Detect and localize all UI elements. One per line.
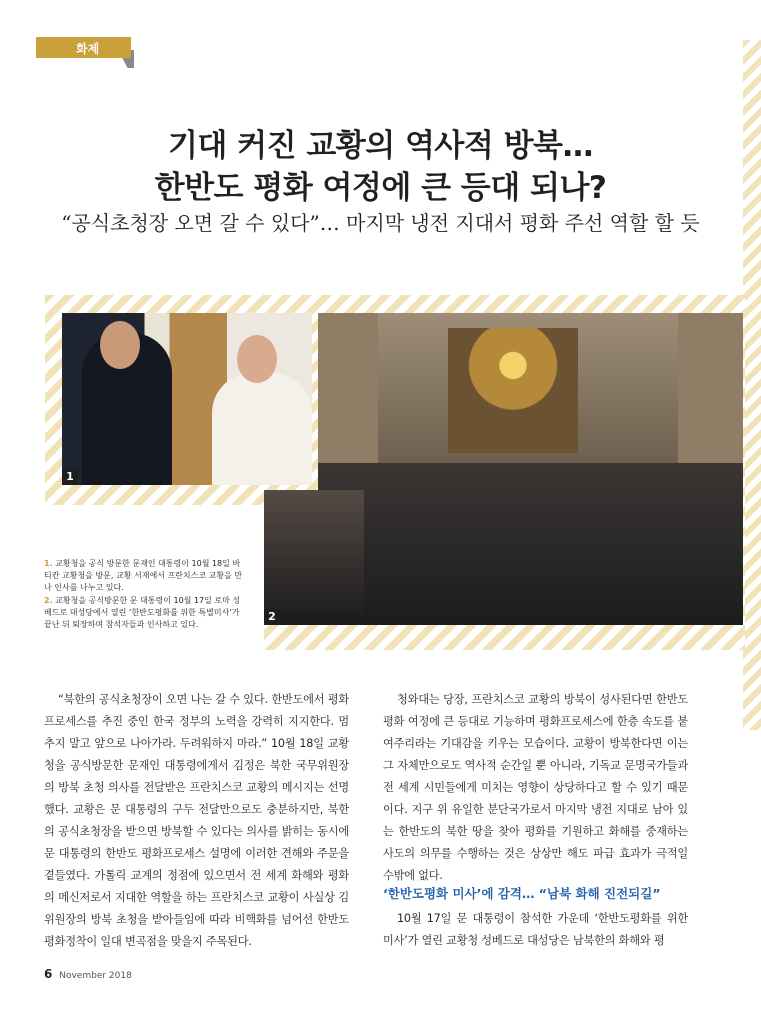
headline-subtitle: “공식초청장 오면 갈 수 있다”… 마지막 냉전 지대서 평화 주선 역할 할 듯 (61, 211, 700, 235)
figure-pope-head (237, 335, 277, 383)
body-paragraph: “북한의 공식초청장이 오면 나는 갈 수 있다. 한반도에서 평화프로세스를 추진 중인 한국 정부의 노력을 강력히 지지한다. 멈추지 말고 앞으로 나아가라. 두려워하지 마라.” 10월 18일 교황청을 공식방문한 문재인 대통령에게서 김정은 북한 국무위원장의 방북 초청 의사를 전달받은 프란치스코 교황의 메시지는 선명했다. 교황은 문 대통령의 구두 전달만으로도 충분하지만, 북한의 공식초청장을 받으면 방북할 수 있다는 의사를 밝히는 동시에 문 대통령의 한반도 평화프로세스 설명에 이러한 견해와 주문을 곁들였다. 가톨릭 교계의 정점에 있으면서 전 세계 화해와 평화의 메신저로서 지대한 역할을 하는 프란치스코 교황이 사실상 김 위원장의 방북 초청을 받아들임에 따라 비핵화를 넘어선 한반도 평화정착이 일대 변곡점을 맞을지 주목된다. (44, 693, 349, 948)
section-tag: 화제 (36, 37, 131, 58)
page-number: 6 (44, 967, 53, 981)
body-column-left (44, 689, 349, 953)
caption-text: 교황청을 공식방문한 문 대통령이 10월 17일 로마 성 베드로 대성당에서 열린 ‘한반도평화를 위한 특별미사’가 끝난 뒤 퇴장하며 참석자들과 인사하고 있다. (44, 596, 241, 629)
headline-line-1: 기대 커진 교황의 역사적 방북… (167, 128, 594, 164)
section-subheading: ‘한반도평화 미사’에 감격… “남북 화해 진전되길” (383, 886, 661, 901)
body-column-right-continued (383, 908, 688, 952)
crowd-nuns (264, 490, 364, 625)
crowd-attendees (318, 463, 743, 625)
figure-president-head (100, 321, 140, 369)
page-footer (44, 967, 132, 981)
photo-caption-2 (44, 595, 244, 631)
photo-caption-1 (44, 558, 244, 594)
issue-date: November 2018 (59, 971, 132, 981)
caption-text: 교황청을 공식 방문한 문재인 대통령이 10월 18일 바티칸 교황청을 방문, 교황 서재에서 프란치스코 교황을 만나 인사를 나누고 있다. (44, 559, 243, 592)
photo-president-pope-handshake (62, 313, 312, 485)
basilica-altar (448, 328, 578, 453)
body-paragraph: 10월 17일 문 대통령이 참석한 가운데 ‘한반도평화를 위한 미사’가 열린 교황청 성베드로 대성당은 남북한의 화해와 평 (383, 912, 688, 947)
headline-line-2: 한반도 평화 여정에 큰 등대 되나? (154, 170, 607, 206)
caption-number: 1. (44, 559, 53, 568)
photo-number-2: 2 (264, 609, 280, 625)
photo-st-peters-basilica-mass (318, 313, 743, 625)
body-column-right (383, 689, 688, 887)
figure-pope (212, 373, 312, 485)
body-paragraph: 청와대는 당장, 프란치스코 교황의 방북이 성사된다면 한반도 평화 여정에 큰 등대로 기능하며 평화프로세스에 한층 속도를 붙여주리라는 기대감을 키우는 모습이다. 교황이 방북한다면 이는 그 자체만으로도 역사적 순간일 뿐 아니라, 기독교 문명국가들과 전 세계 시민들에게 미치는 영향이 상당하다고 할 수 있기 때문이다. 지구 위 유일한 분단국가로서 마지막 냉전 지대로 남아 있는 한반도의 북한 땅을 찾아 평화를 기원하고 화해를 중재하는 사도의 의무를 수행하는 것은 상상만 해도 파급 효과가 극적일 수밖에 없다. (383, 693, 688, 882)
photo-number-1: 1 (62, 469, 78, 485)
caption-number: 2. (44, 596, 53, 605)
photo-attendees-nuns (264, 490, 364, 625)
